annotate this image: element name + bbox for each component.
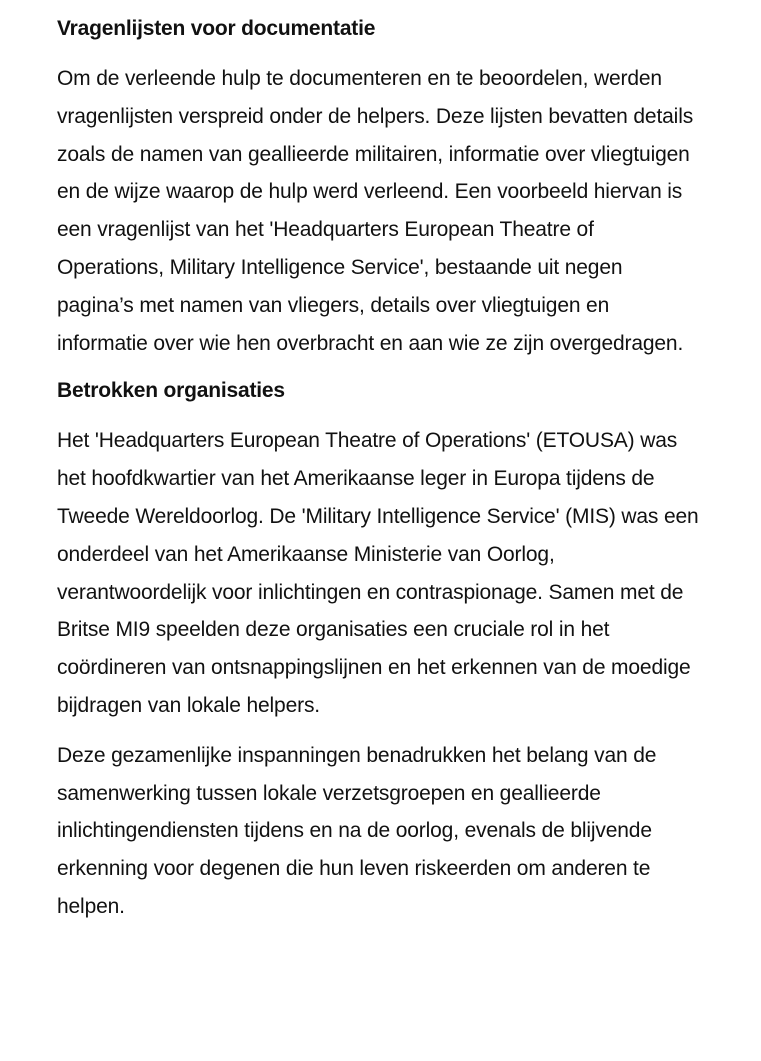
paragraph: Deze gezamenlijke inspanningen benadrukken het belang van de samenwerking tussen lokale verzetsgroepen en geallieerde inlichtingendiensten tijdens en na de oorlog, evenals de blijvende erkenning voor degenen die hun leven riskeerden om anderen te helpen. — [57, 743, 657, 918]
paragraph: Het 'Headquarters European Theatre of Operations' (ETOUSA) was het hoofdkwartier van het Amerikaanse leger in Europa tijdens de Tweede Wereldoorlog. De 'Military Intelligence Service' (MIS) was een onderdeel van het Amerikaanse Ministerie van Oorlog, verantwoordelijk voor inlichtingen en contraspionage. Samen met de Britse MI9 speelden deze organisaties een cruciale rol in het coördineren van ontsnappingslijnen en het erkennen van de moedige bijdragen van lokale helpers. — [57, 429, 699, 717]
section-organisaties — [57, 374, 704, 925]
section-heading: Betrokken organisaties — [57, 379, 285, 403]
paragraph: Om de verleende hulp te documenteren en te beoordelen, werden vragenlijsten verspreid onder de helpers. Deze lijsten bevatten details zoals de namen van geallieerde militairen, informatie over vliegtuigen en de wijze waarop de hulp werd verleend. Een voorbeeld hiervan is een vragenlijst van het 'Headquarters European Theatre of Operations, Military Intelligence Service', bestaande uit negen pagina’s met namen van vliegers, details over vliegtuigen en informatie over wie hen overbracht en aan wie ze zijn overgedragen. — [57, 67, 694, 355]
section-vragenlijsten — [57, 12, 704, 362]
section-heading: Vragenlijsten voor documentatie — [57, 17, 376, 40]
